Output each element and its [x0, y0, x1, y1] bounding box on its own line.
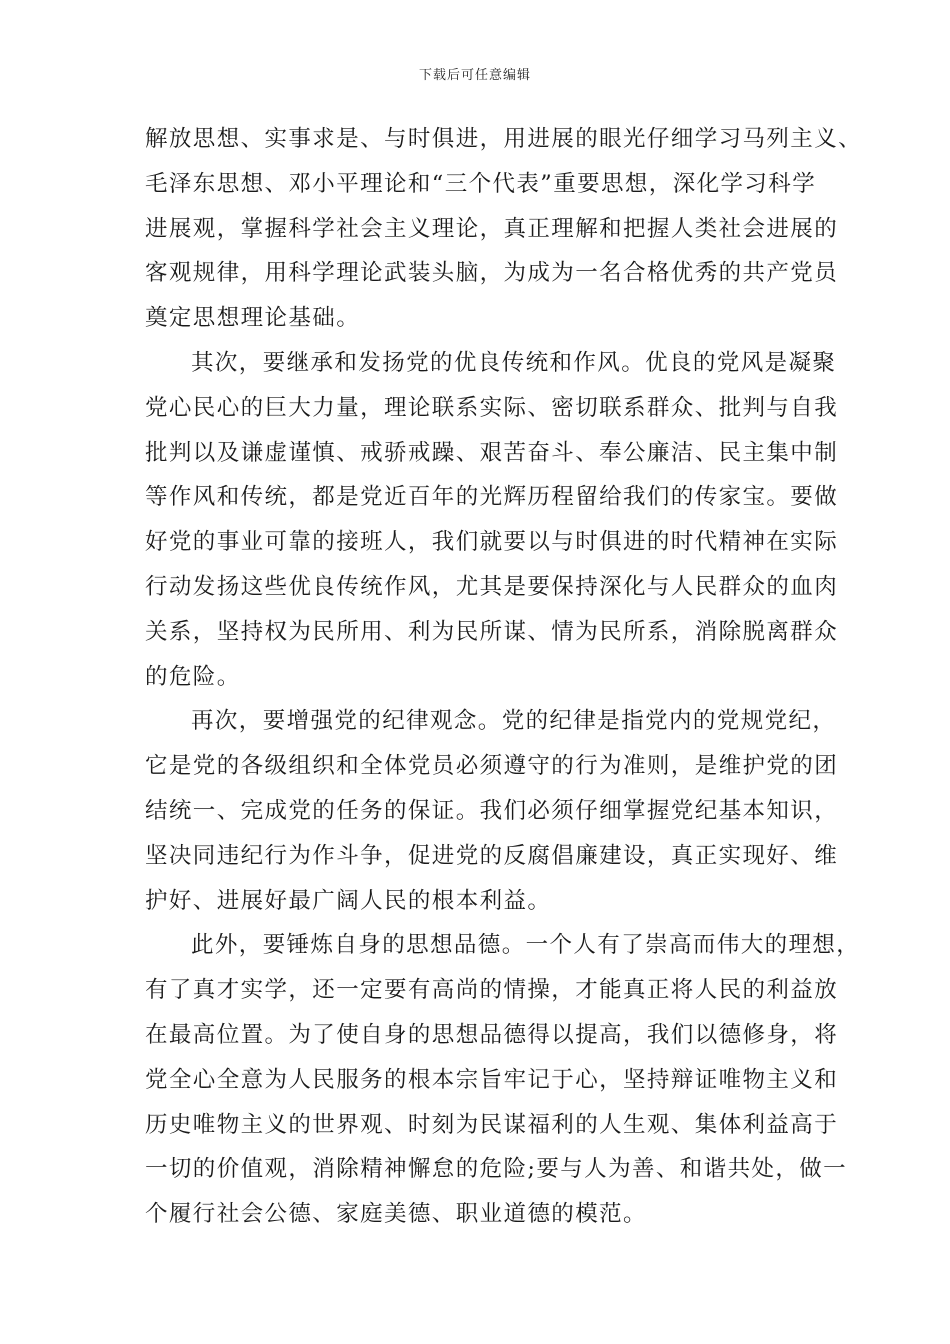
text-line: 党全心全意为人民服务的根本宗旨牢记于心，坚持辩证唯物主义和 — [145, 1066, 839, 1093]
text-line: 一切的价值观，消除精神懈怠的危险;要与人为善、和谐共处，做一 — [145, 1156, 848, 1183]
text-line: 结统一、完成党的任务的保证。我们必须仔细掌握党纪基本知识， — [145, 797, 839, 824]
text-line: 客观规律，用科学理论武装头脑，为成为一名合格优秀的共产党员 — [145, 260, 839, 287]
text-line: 它是党的各级组织和全体党员必须遵守的行为准则，是维护党的团 — [145, 753, 839, 780]
text-line: 批判以及谦虚谨慎、戒骄戒躁、艰苦奋斗、奉公廉洁、民主集中制 — [145, 439, 839, 466]
text-line: 党心民心的巨大力量，理论联系实际、密切联系群众、批判与自我 — [145, 394, 839, 421]
text-line: 有了真才实学，还一定要有高尚的情操，才能真正将人民的利益放 — [145, 977, 839, 1004]
text-line: 进展观，掌握科学社会主义理论，真正理解和把握人类社会进展的 — [145, 215, 839, 242]
text-line: 等作风和传统，都是党近百年的光辉历程留给我们的传家宝。要做 — [145, 484, 839, 511]
page-header-note: 下载后可任意编辑 — [418, 68, 531, 83]
text-line: 关系，坚持权为民所用、利为民所谋、情为民所系，消除脱离群众 — [145, 618, 839, 645]
text-line: 坚决同违纪行为作斗争，促进党的反腐倡廉建设，真正实现好、维 — [145, 842, 839, 869]
text-line: 行动发扬这些优良传统作风，尤其是要保持深化与人民群众的血肉 — [145, 573, 839, 600]
text-line: 毛泽东思想、邓小平理论和“三个代表”重要思想，深化学习科学 — [145, 170, 817, 197]
text-line: 再次，要增强党的纪律观念。党的纪律是指党内的党规党纪， — [191, 708, 837, 735]
text-line: 个履行社会公德、家庭美德、职业道德的模范。 — [145, 1201, 647, 1228]
text-line: 此外，要锤炼自身的思想品德。一个人有了崇高而伟大的理想， — [191, 932, 861, 959]
document-body — [145, 117, 863, 1237]
text-line: 在最高位置。为了使自身的思想品德得以提高，我们以德修身，将 — [145, 1021, 839, 1048]
text-line: 的危险。 — [145, 663, 241, 690]
text-line: 好党的事业可靠的接班人，我们就要以与时俱进的时代精神在实际 — [145, 529, 839, 556]
text-line: 解放思想、实事求是、与时俱进，用进展的眼光仔细学习马列主义、 — [145, 126, 863, 152]
text-line: 护好、进展好最广阔人民的根本利益。 — [145, 887, 552, 914]
text-line: 其次，要继承和发扬党的优良传统和作风。优良的党风是凝聚 — [191, 349, 837, 376]
text-line: 历史唯物主义的世界观、时刻为民谋福利的人生观、集体利益高于 — [145, 1111, 839, 1138]
text-line: 奠定思想理论基础。 — [145, 305, 361, 332]
